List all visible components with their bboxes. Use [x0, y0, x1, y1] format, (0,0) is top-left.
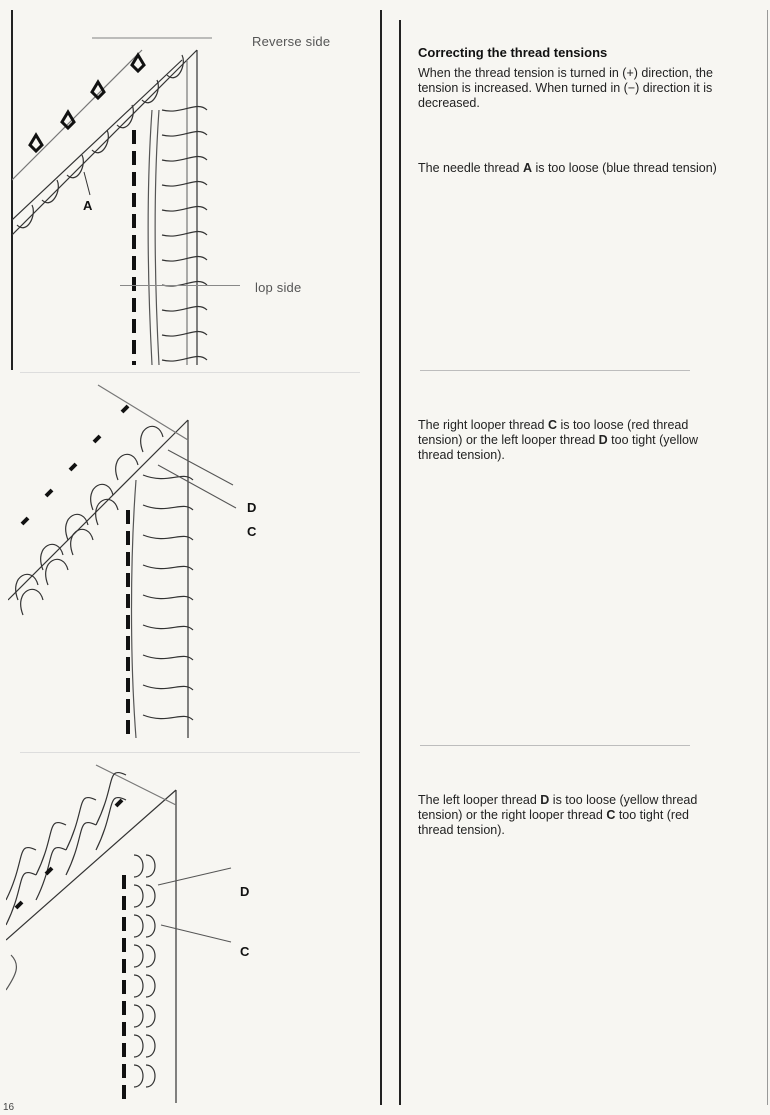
needle-thread-text-1: The needle thread — [418, 161, 523, 175]
s2-text-3: too tight (yellow thread tension). — [418, 433, 699, 462]
section-left-looper-loose — [418, 793, 718, 844]
column-divider-left — [380, 10, 382, 1105]
s2-text-1: The right looper thread — [418, 418, 548, 432]
s3-letter-c: C — [606, 808, 616, 822]
stitch-illustration-2 — [8, 380, 248, 740]
label-reverse-side: Reverse side — [252, 34, 331, 49]
label-top-side: lop side — [255, 280, 302, 295]
label-d-2: D — [240, 884, 250, 899]
column-divider-right — [399, 20, 401, 1105]
s2-letter-c: C — [547, 418, 557, 432]
section-separator-2 — [420, 745, 690, 746]
s3-letter-d: D — [540, 793, 550, 807]
section-separator-1 — [420, 370, 690, 371]
s3-text-2: is too loose (yellow thread tension) or the right looper thread — [418, 793, 698, 822]
section-right-looper-loose — [418, 418, 718, 469]
needle-thread-letter: A — [522, 161, 532, 175]
section-tension-intro — [418, 45, 718, 182]
stitch-illustration-3 — [6, 760, 246, 1105]
section-separator-1b — [20, 372, 360, 373]
s3-text-1: The left looper thread — [418, 793, 541, 807]
needle-thread-text-2: is too loose (blue thread tension) — [531, 161, 717, 175]
section-heading: Correcting the thread tensions — [418, 45, 608, 60]
page-number: 16 — [3, 1102, 15, 1113]
label-c-1: C — [247, 524, 257, 539]
page-edge-right — [767, 10, 768, 1105]
needle-thread-paragraph — [418, 161, 718, 176]
intro-paragraph: When the thread tension is turned in (+) direction, the tension is increased. When turned in (−) direction it is decreased. — [418, 66, 713, 110]
label-d-1: D — [247, 500, 257, 515]
right-looper-paragraph — [418, 418, 718, 463]
label-a: A — [83, 198, 93, 213]
s2-text-2: is too loose (red thread tension) or the left looper thread — [418, 418, 689, 447]
left-looper-paragraph — [418, 793, 718, 838]
s3-text-3: too tight (red thread tension). — [418, 808, 689, 837]
label-c-2: C — [240, 944, 250, 959]
stitch-illustration-1 — [12, 20, 252, 370]
section-separator-2b — [20, 752, 360, 753]
top-side-leader — [120, 285, 240, 286]
s2-letter-d: D — [598, 433, 608, 447]
